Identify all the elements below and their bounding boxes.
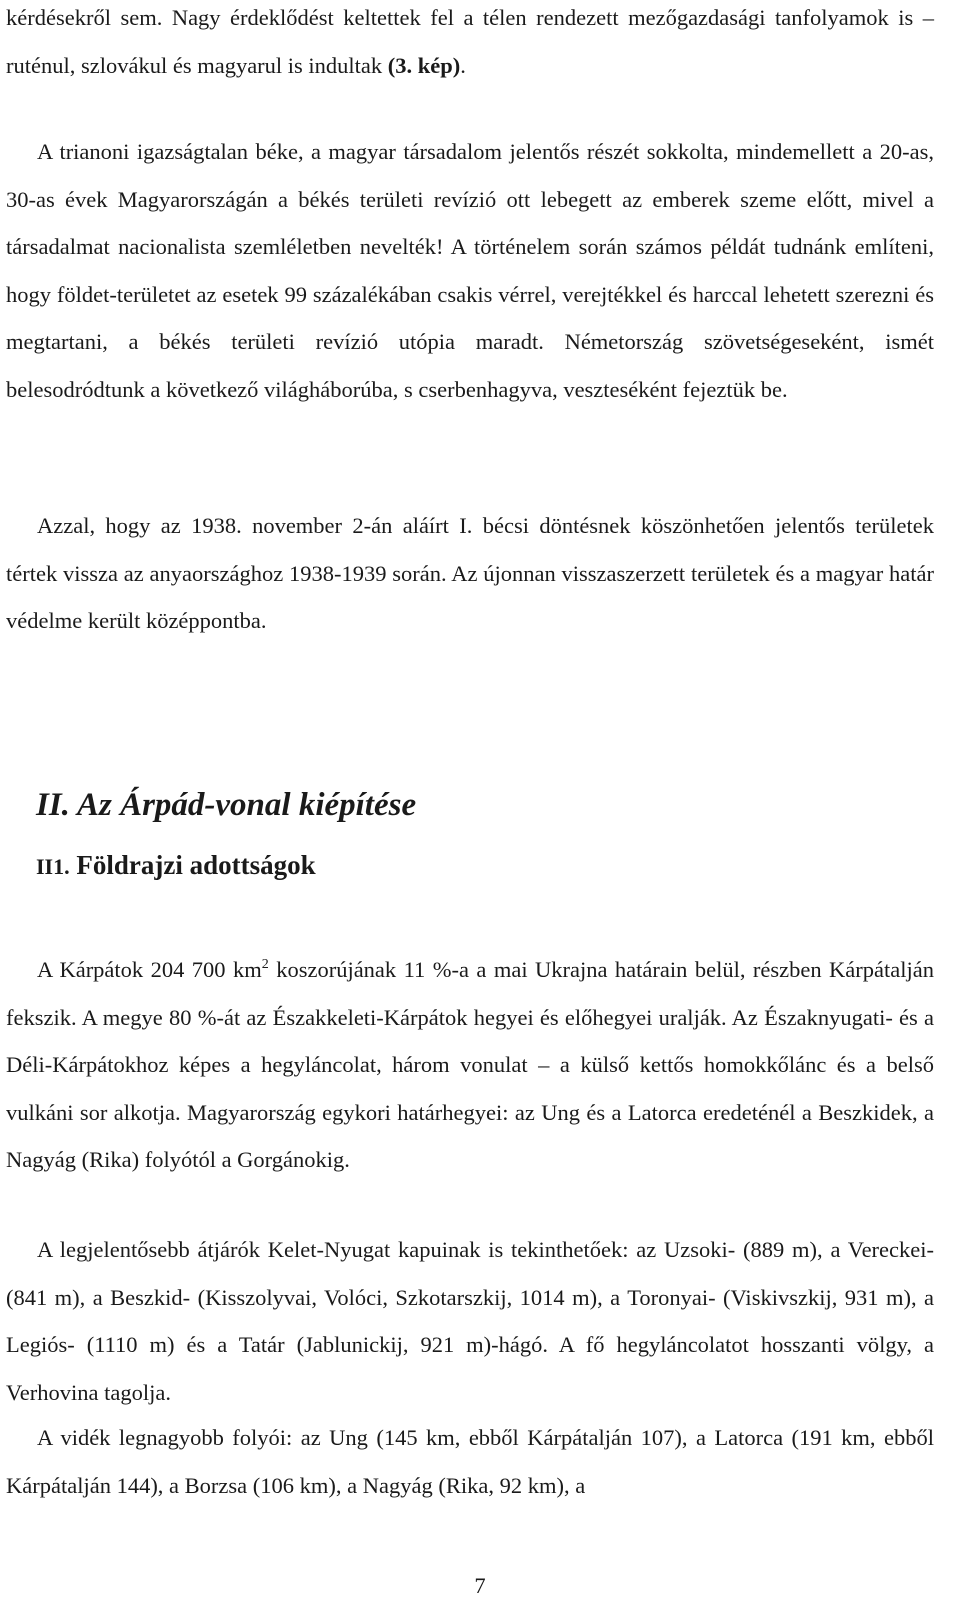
paragraph-rivers: A vidék legnagyobb folyói: az Ung (145 km, ebből Kárpátalján 107), a Latorca (191 km, ebből Kárpátalján 144), a Borzsa (106 km), a Nagyág (Rika, 92 km), a [6, 1425, 934, 1498]
paragraph-geography-start: A Kárpátok 204 700 km [37, 957, 262, 982]
figure-reference: (3. kép) [387, 52, 461, 78]
section-title-text: Földrajzi adottságok [76, 850, 316, 880]
paragraph-trianon: A trianoni igazságtalan béke, a magyar társadalom jelentős részét sokkolta, mindemellett a 20-as, 30-as évek Magyarországán a békés területi revízió ott lebegett az emberek szeme előtt, mivel a társadalmat nacionalista szemléletben nevelték! A történelem során számos példát tudnánk említeni, hogy földet-területet az esetek 99 százalékában csakis vérrel, verejtékkel és harccal lehetett szerezni és megtartani, a békés területi revízió utópia maradt. Németország szövetségeseként, ismét belesodródtunk a következő világháborúba, s cserbenhagyva, veszteséként fejeztük be. [6, 139, 934, 402]
paragraph-intro-end: . [460, 52, 466, 78]
paragraph-geography [6, 946, 934, 1184]
page-number: 7 [474, 1573, 486, 1598]
superscript-squared: 2 [261, 957, 269, 972]
paragraph-vienna-award: Azzal, hogy az 1938. november 2-án aláírt I. bécsi döntésnek köszönhetően jelentős területek tértek vissza az anyaországhoz 1938-1939 során. Az újonnan visszaszerzett területek és a magyar határ védelme került középpontba. [6, 513, 934, 634]
paragraph-intro-text: kérdésekről sem. Nagy érdeklődést keltettek fel a télen rendezett mezőgazdasági tanfolyamok is – ruténul, szlovákul és magyarul is indultak [6, 5, 934, 78]
paragraph-geography-rest: koszorújának 11 %-a a mai Ukrajna határain belül, részben Kárpátalján fekszik. A megye 80 %-át az Északkeleti-Kárpátok hegyei és előhegyei uralják. Az Északnyugati- és a Déli-Kárpátokhoz képes a hegyláncolat, három vonulat – a külső kettős homokkőlánc és a belső vulkáni sor alkotja. Magyarország egykori határhegyei: az Ung és a Latorca eredeténél a Beszkidek, a Nagyág (Rika) folyótól a Gorgánokig. [6, 957, 934, 1173]
section-title [36, 840, 316, 892]
paragraph-passes: A legjelentősebb átjárók Kelet-Nyugat kapuinak is tekinthetőek: az Uzsoki- (889 m), a Vereckei- (841 m), a Beszkid- (Kisszolyvai, Volóci, Szkotarszkij, 1014 m), a Toronyai- (Viskivszkij, 931 m), a Legiós- (1110 m) és a Tatár (Jablunickij, 921 m)-hágó. A fő hegyláncolatot hosszanti völgy, a Verhovina tagolja. [6, 1237, 934, 1405]
section-number: II1. [36, 854, 70, 879]
paragraph-intro [6, 0, 934, 89]
chapter-title: II. Az Árpád-vonal kiépítése [36, 787, 417, 823]
